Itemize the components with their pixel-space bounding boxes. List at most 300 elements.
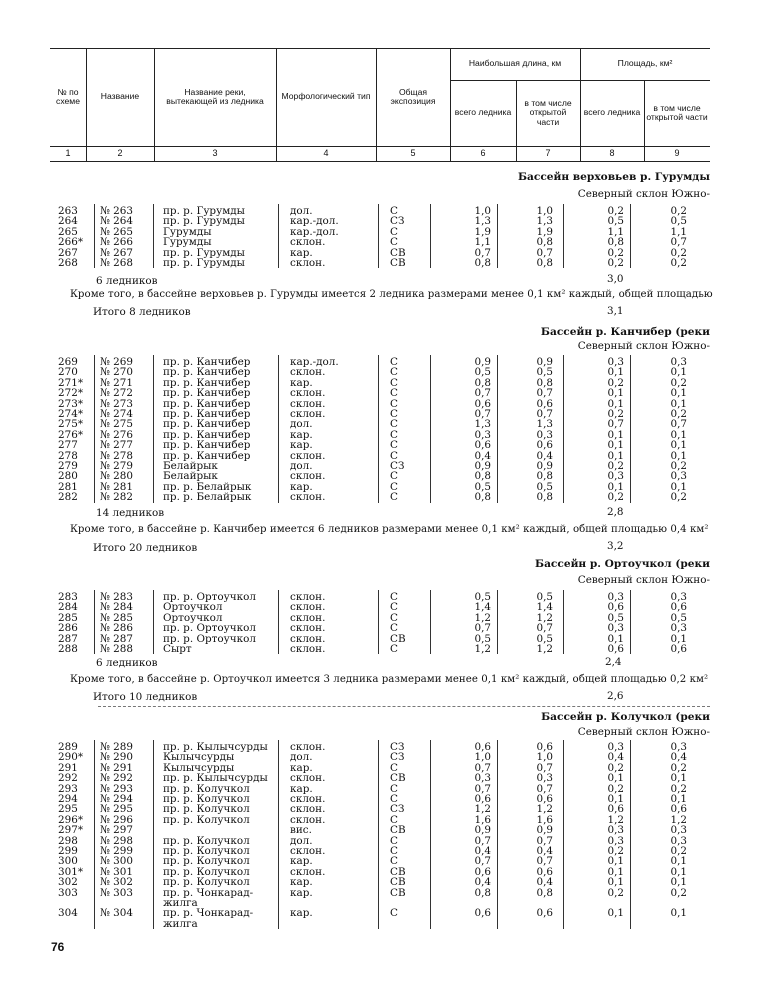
exposure: С (390, 782, 398, 795)
area-open: 0,1 (670, 387, 687, 400)
length-total: 0,9 (474, 460, 491, 472)
glacier-name: № 281 (100, 480, 133, 493)
glacier-name: № 293 (100, 782, 133, 795)
morph-type: склон. (290, 741, 326, 753)
river-name: пр. р. Гурумды (163, 257, 245, 269)
glacier-name: № 272 (100, 387, 133, 400)
glacier-name: № 288 (100, 643, 133, 655)
area-total: 0,1 (607, 876, 624, 889)
glacier-name: № 275 (100, 418, 133, 431)
exposure: С (390, 205, 398, 217)
length-open: 0,3 (536, 428, 553, 441)
area-total: 0,2 (607, 408, 624, 420)
exposure: С (390, 470, 398, 483)
header-col-area-open: в том числе открытой части (646, 102, 708, 122)
area-total: 0,2 (607, 761, 624, 774)
exposure: С (390, 418, 398, 431)
length-open: 0,7 (536, 834, 553, 847)
area-total: 0,2 (607, 460, 624, 472)
exposure: С (390, 491, 398, 504)
area-open: 0,3 (670, 356, 687, 368)
area-subtotal: 2,8 (607, 506, 624, 518)
glacier-name: № 290 (100, 751, 133, 764)
area-total: 0,2 (607, 491, 624, 504)
morph-type: склон. (290, 408, 326, 420)
length-open: 0,8 (536, 257, 553, 269)
exposure: СВ (390, 257, 406, 269)
exposure: С (390, 611, 398, 624)
morph-type: склон. (290, 611, 326, 624)
length-total: 0,4 (474, 876, 491, 889)
column-rule (630, 740, 631, 929)
column-rule (153, 204, 154, 268)
exposure: С (390, 591, 398, 603)
morph-type: кар. (290, 376, 313, 389)
length-total: 1,2 (474, 643, 491, 655)
river-name: пр. р. Ортоучкол (163, 632, 256, 645)
row-number: 281 (58, 480, 78, 493)
length-open: 0,7 (536, 782, 553, 795)
exposure: СЗ (390, 751, 405, 764)
river-name: пр. р. Колучкол (163, 813, 250, 826)
length-total: 1,4 (474, 601, 491, 614)
exposure: С (390, 834, 398, 847)
exposure: С (390, 601, 398, 614)
river-name: Белайрык (163, 460, 218, 472)
row-number: 288 (58, 643, 78, 655)
separator-rule (98, 706, 710, 707)
glacier-name: № 264 (100, 215, 133, 228)
morph-type: кар. (290, 907, 313, 920)
header-index: 7 (545, 148, 551, 158)
basin-heading: Бассейн р. Колучкол (реки (541, 711, 710, 723)
row-number: 294 (58, 793, 78, 805)
length-total: 0,6 (474, 865, 491, 878)
morph-type: склон. (290, 236, 326, 249)
river-name: пр. р. Канчибер (163, 408, 251, 420)
river-name: пр. р. Колучкол (163, 793, 250, 805)
river-name: пр. р. Чонкарад- (163, 886, 254, 899)
column-rule (497, 590, 498, 654)
row-number: 299 (58, 845, 78, 857)
river-name: Кылычсурды (163, 751, 235, 764)
table-row-continuation (0, 918, 761, 930)
area-subtotal: 3,0 (607, 273, 624, 285)
exposure: С (390, 366, 398, 379)
morph-type: склон. (290, 643, 326, 655)
length-open: 0,6 (536, 907, 553, 920)
header-col-divider (276, 48, 277, 161)
length-open: 0,5 (536, 366, 553, 379)
exposure: С (390, 855, 398, 868)
length-total: 0,8 (474, 491, 491, 504)
area-total: 0,1 (607, 865, 624, 878)
area-total: 0,3 (607, 824, 624, 837)
length-open: 0,4 (536, 449, 553, 462)
area-total: 0,2 (607, 257, 624, 269)
morph-type: кар. (290, 761, 313, 774)
additional-glaciers-note: Кроме того, в бассейне р. Канчибер имеется 6 ледников размерами менее 0,1 км² каждый, общей площадью 0,4 км² (70, 524, 709, 535)
river-name: пр. р. Колучкол (163, 845, 250, 857)
length-open: 0,9 (536, 460, 553, 472)
river-name: пр. р. Канчибер (163, 387, 251, 400)
area-open: 0,1 (670, 855, 687, 868)
morph-type: склон. (290, 813, 326, 826)
exposure: СВ (390, 772, 406, 785)
glacier-name: № 291 (100, 761, 133, 774)
column-rule (497, 355, 498, 503)
area-total: 0,4 (607, 751, 624, 764)
morph-type: склон. (290, 601, 326, 614)
river-name: пр. р. Колучкол (163, 876, 250, 889)
area-open: 0,2 (670, 761, 687, 774)
row-number: 273* (58, 397, 84, 410)
length-total: 1,0 (474, 751, 491, 764)
morph-type: склон. (290, 622, 326, 635)
morph-type: дол. (290, 834, 313, 847)
header-col-exposure: Общая экспозиция (390, 86, 436, 106)
glacier-name: № 269 (100, 356, 133, 368)
header-col-river: Название реки, вытекающей из ледника (166, 86, 264, 106)
exposure: С (390, 793, 398, 805)
exposure: С (390, 236, 398, 249)
glacier-name: № 292 (100, 772, 133, 785)
row-number: 265 (58, 225, 78, 238)
glacier-name: № 276 (100, 428, 133, 441)
exposure: СВ (390, 876, 406, 889)
river-name: Гурумды (163, 225, 212, 238)
column-rule (278, 740, 279, 929)
glacier-name: № 270 (100, 366, 133, 379)
length-open: 0,5 (536, 632, 553, 645)
glacier-name: № 298 (100, 834, 133, 847)
exposure: С (390, 408, 398, 420)
area-open: 0,1 (670, 397, 687, 410)
river-name: Кылычсурды (163, 761, 235, 774)
length-open: 0,5 (536, 591, 553, 603)
length-open: 1,2 (536, 803, 553, 816)
area-total: 0,3 (607, 622, 624, 635)
column-rule (278, 355, 279, 503)
area-open: 0,1 (670, 449, 687, 462)
exposure: С (390, 387, 398, 400)
glacier-name: № 301 (100, 865, 133, 878)
row-number: 263 (58, 205, 78, 217)
area-open: 0,1 (670, 439, 687, 452)
exposure: СВ (390, 865, 406, 878)
row-number: 286 (58, 622, 78, 635)
header-col-number: № по схеме (56, 86, 80, 106)
length-open: 0,6 (536, 439, 553, 452)
column-rule (378, 590, 379, 654)
glacier-name: № 266 (100, 236, 133, 249)
morph-type: склон. (290, 591, 326, 603)
glacier-name: № 263 (100, 205, 133, 217)
length-open: 1,0 (536, 205, 553, 217)
length-total: 0,6 (474, 741, 491, 753)
glacier-name: № 280 (100, 470, 133, 483)
area-total: 0,6 (607, 803, 624, 816)
column-rule (94, 355, 95, 503)
row-number: 274* (58, 408, 84, 420)
area-open: 0,3 (670, 470, 687, 483)
row-number: 298 (58, 834, 78, 847)
row-number: 280 (58, 470, 78, 483)
exposure: СВ (390, 886, 406, 899)
column-rule (563, 740, 564, 929)
area-total: 0,3 (607, 356, 624, 368)
row-number: 267 (58, 246, 78, 259)
length-open: 0,8 (536, 376, 553, 389)
column-rule (497, 204, 498, 268)
area-total: 0,7 (607, 418, 624, 431)
area-total: 0,8 (607, 236, 624, 249)
row-number: 283 (58, 591, 78, 603)
header-index: 4 (323, 148, 329, 158)
length-total: 0,5 (474, 366, 491, 379)
length-total: 0,4 (474, 449, 491, 462)
area-open: 0,1 (670, 876, 687, 889)
length-open: 0,6 (536, 741, 553, 753)
slope-heading: Северный склон Южно- (577, 726, 710, 738)
area-total: 0,1 (607, 439, 624, 452)
total-glacier-count: Итого 8 ледников (93, 306, 191, 318)
row-number: 287 (58, 632, 78, 645)
column-rule (497, 740, 498, 929)
row-number: 264 (58, 215, 78, 228)
column-rule (378, 740, 379, 929)
area-total: 2,6 (607, 690, 624, 702)
area-open: 0,5 (670, 215, 687, 228)
length-open: 1,3 (536, 215, 553, 228)
length-total: 1,6 (474, 813, 491, 826)
area-open: 0,3 (670, 824, 687, 837)
exposure: С (390, 439, 398, 452)
header-col-area-total: всего ледника (583, 107, 641, 118)
morph-type: кар.-дол. (290, 215, 339, 228)
glacier-name: № 273 (100, 397, 133, 410)
length-open: 1,3 (536, 418, 553, 431)
area-open: 0,2 (670, 205, 687, 217)
area-open: 0,3 (670, 591, 687, 603)
morph-type: кар. (290, 480, 313, 493)
length-open: 0,7 (536, 408, 553, 420)
glacier-name: № 304 (100, 907, 133, 920)
morph-type: склон. (290, 470, 326, 483)
row-number: 266* (58, 236, 84, 249)
river-name: пр. р. Гурумды (163, 246, 245, 259)
morph-type: склон. (290, 257, 326, 269)
length-open: 1,2 (536, 643, 553, 655)
column-rule (94, 590, 95, 654)
header-group-area: Площадь, км² (617, 58, 673, 69)
length-total: 0,7 (474, 408, 491, 420)
length-open: 1,4 (536, 601, 553, 614)
header-bottom-rule (50, 161, 710, 162)
river-name: пр. р. Гурумды (163, 205, 245, 217)
river-name: жилга (163, 897, 198, 909)
length-total: 1,9 (474, 225, 491, 238)
column-rule (563, 204, 564, 268)
exposure: СЗ (390, 460, 405, 472)
morph-type: склон. (290, 803, 326, 816)
row-number: 302 (58, 876, 78, 889)
area-open: 0,4 (670, 751, 687, 764)
river-name: пр. р. Колучкол (163, 803, 250, 816)
area-total: 0,6 (607, 643, 624, 655)
area-open: 0,3 (670, 741, 687, 753)
area-total: 0,2 (607, 246, 624, 259)
row-number: 278 (58, 449, 78, 462)
area-total: 0,1 (607, 907, 624, 920)
total-glacier-count: Итого 20 ледников (93, 542, 198, 554)
river-name: пр. р. Белайрык (163, 480, 252, 493)
area-open: 0,1 (670, 632, 687, 645)
river-name: Ортоучкол (163, 611, 223, 624)
area-total: 0,1 (607, 387, 624, 400)
morph-type: кар. (290, 886, 313, 899)
glacier-name: № 296 (100, 813, 133, 826)
river-name: пр. р. Канчибер (163, 449, 251, 462)
slope-heading: Северный склон Южно- (577, 340, 710, 352)
morph-type: кар. (290, 782, 313, 795)
table-row (0, 257, 761, 269)
area-total: 0,1 (607, 366, 624, 379)
area-total: 1,1 (607, 225, 624, 238)
header-col-divider (154, 48, 155, 161)
area-total: 0,2 (607, 376, 624, 389)
glacier-name: № 267 (100, 246, 133, 259)
morph-type: кар.-дол. (290, 356, 339, 368)
glacier-count: 14 ледников (96, 507, 165, 519)
river-name: Ортоучкол (163, 601, 223, 614)
river-name: пр. р. Колучкол (163, 834, 250, 847)
exposure: СВ (390, 246, 406, 259)
row-number: 270 (58, 366, 78, 379)
morph-type: дол. (290, 205, 313, 217)
length-total: 0,7 (474, 387, 491, 400)
area-total: 0,1 (607, 632, 624, 645)
river-name: пр. р. Колучкол (163, 865, 250, 878)
row-number: 272* (58, 387, 84, 400)
page-number: 76 (51, 940, 65, 954)
exposure: С (390, 397, 398, 410)
length-total: 0,3 (474, 428, 491, 441)
glacier-name: № 278 (100, 449, 133, 462)
area-open: 0,2 (670, 408, 687, 420)
glacier-name: № 287 (100, 632, 133, 645)
row-number: 296* (58, 813, 84, 826)
area-open: 1,2 (670, 813, 687, 826)
row-number: 268 (58, 257, 78, 269)
morph-type: склон. (290, 387, 326, 400)
row-number: 300 (58, 855, 78, 868)
river-name: пр. р. Белайрык (163, 491, 252, 504)
river-name: пр. р. Кылычсурды (163, 741, 268, 753)
length-open: 0,7 (536, 761, 553, 774)
exposure: С (390, 845, 398, 857)
column-rule (430, 204, 431, 268)
length-total: 0,6 (474, 439, 491, 452)
morph-type: кар. (290, 246, 313, 259)
area-open: 0,2 (670, 246, 687, 259)
river-name: пр. р. Колучкол (163, 855, 250, 868)
length-total: 0,9 (474, 356, 491, 368)
length-total: 0,8 (474, 257, 491, 269)
length-open: 0,6 (536, 865, 553, 878)
river-name: пр. р. Канчибер (163, 376, 251, 389)
column-rule (430, 740, 431, 929)
morph-type: вис. (290, 824, 312, 837)
table-row (0, 643, 761, 655)
glacier-name: № 268 (100, 257, 133, 269)
row-number: 289 (58, 741, 78, 753)
area-open: 0,6 (670, 601, 687, 614)
additional-glaciers-note: Кроме того, в бассейне верховьев р. Гурумды имеется 2 ледника размерами менее 0,1 км² каждый, общей площадью (70, 289, 713, 300)
length-total: 0,7 (474, 782, 491, 795)
row-number: 271* (58, 376, 84, 389)
header-col-length-total: всего ледника (454, 107, 512, 118)
glacier-name: № 284 (100, 601, 133, 614)
glacier-name: № 279 (100, 460, 133, 472)
exposure: С (390, 376, 398, 389)
exposure: СВ (390, 632, 406, 645)
area-total: 0,1 (607, 397, 624, 410)
glacier-name: № 277 (100, 439, 133, 452)
row-number: 297* (58, 824, 84, 837)
area-total: 0,6 (607, 601, 624, 614)
area-open: 0,2 (670, 460, 687, 472)
morph-type: склон. (290, 449, 326, 462)
area-open: 0,3 (670, 834, 687, 847)
river-name: пр. р. Гурумды (163, 215, 245, 228)
row-number: 301* (58, 865, 84, 878)
river-name: пр. р. Канчибер (163, 418, 251, 431)
column-rule (378, 355, 379, 503)
row-number: 285 (58, 611, 78, 624)
glacier-name: № 271 (100, 376, 133, 389)
area-open: 0,2 (670, 845, 687, 857)
area-total: 0,1 (607, 449, 624, 462)
area-total: 0,3 (607, 834, 624, 847)
header-col-morph-type: Морфологический тип (281, 91, 371, 102)
table-row (0, 491, 761, 503)
area-open: 0,6 (670, 803, 687, 816)
area-total: 0,5 (607, 611, 624, 624)
row-number: 295 (58, 803, 78, 816)
length-total: 0,7 (474, 834, 491, 847)
area-open: 0,7 (670, 236, 687, 249)
morph-type: кар. (290, 876, 313, 889)
header-index: 2 (117, 148, 123, 158)
length-total: 0,5 (474, 632, 491, 645)
exposure: СЗ (390, 215, 405, 228)
area-subtotal: 2,4 (605, 656, 622, 668)
length-total: 0,5 (474, 591, 491, 603)
river-name: Белайрык (163, 470, 218, 483)
area-open: 0,5 (670, 611, 687, 624)
column-rule (378, 204, 379, 268)
area-open: 0,1 (670, 865, 687, 878)
basin-heading: Бассейн р. Канчибер (реки (540, 326, 710, 338)
exposure: С (390, 813, 398, 826)
header-col-length-open: в том числе открытой части (524, 97, 572, 127)
header-index: 3 (212, 148, 218, 158)
column-rule (94, 204, 95, 268)
length-total: 0,6 (474, 907, 491, 920)
area-open: 0,2 (670, 782, 687, 795)
area-open: 0,6 (670, 643, 687, 655)
